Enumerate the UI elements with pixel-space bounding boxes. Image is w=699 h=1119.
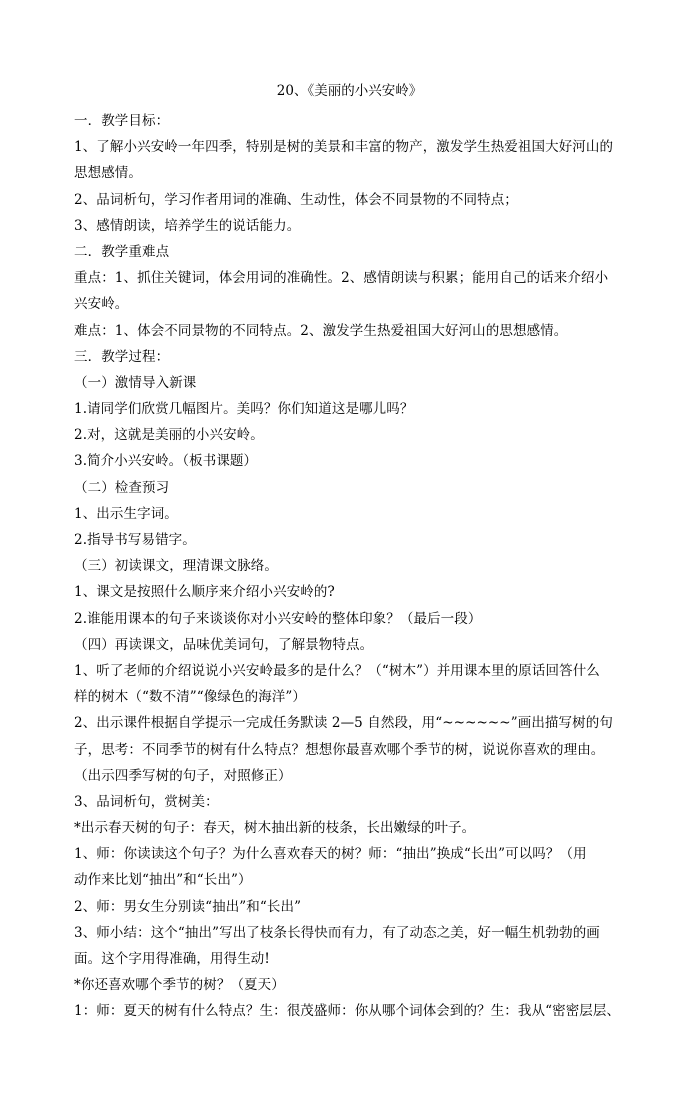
text-line: 3、师小结：这个“抽出”写出了枝条长得快而有力，有了动态之美，好一幅生机勃勃的画: [74, 924, 600, 941]
text-line: 1.请同学们欣赏几幅图片。美吗？你们知道这是哪儿吗？: [74, 401, 414, 418]
text-line: 1、出示生字词。: [74, 505, 178, 522]
text-line: 2.对，这就是美丽的小兴安岭。: [74, 427, 264, 444]
text-line: （一）激情导入新课: [74, 374, 197, 391]
text-line: （四）再读课文，品味优美词句，了解景物特点。: [74, 636, 374, 653]
text-line: 2、出示课件根据自学提示一完成任务默读 2—5 自然段，用“~~~~~~”画出描写树的句: [74, 715, 613, 732]
text-line: 三．教学过程：: [74, 348, 170, 365]
text-line: 3.简介小兴安岭。（板书课题）: [74, 453, 258, 470]
text-line: 动作来比划“抽出”和“长出”）: [74, 872, 252, 889]
text-line: （三）初读课文，理清课文脉络。: [74, 558, 278, 575]
text-line: *你还喜欢哪个季节的树？（夏天）: [74, 977, 285, 994]
text-line: 思想感情。: [74, 165, 142, 182]
text-line: 难点：1、体会不同景物的不同特点。2、激发学生热爱祖国大好河山的思想感情。: [74, 322, 568, 339]
text-line: 一．教学目标：: [74, 113, 170, 129]
text-line: 1、听了老师的介绍说说小兴安岭最多的是什么？（“树木”）并用课本里的原话回答什么: [74, 662, 600, 679]
text-line: 2.谁能用课本的句子来谈谈你对小兴安岭的整体印象？（最后一段）: [74, 610, 482, 627]
text-line: *出示春天树的句子：春天，树木抽出新的枝条，长出嫩绿的叶子。: [74, 820, 476, 837]
document-body: [74, 108, 634, 1025]
text-line: 兴安岭。: [74, 296, 129, 313]
text-line: 2、师：男女生分别读“抽出”和“长出”: [74, 898, 302, 915]
text-line: 重点：1、抓住关键词，体会用词的准确性。2、感情朗读与积累；能用自己的话来介绍小: [74, 270, 609, 287]
text-line: 面。这个字用得准确，用得生动!: [74, 951, 270, 967]
text-line: 3、感情朗读，培养学生的说话能力。: [74, 217, 301, 234]
text-line: 子，思考：不同季节的树有什么特点？想想你最喜欢哪个季节的树，说说你喜欢的理由。: [74, 741, 605, 758]
text-line: （出示四季写树的句子，对照修正）: [74, 767, 292, 784]
text-line: 2.指导书写易错字。: [74, 532, 196, 548]
text-line: 样的树木（“数不清”“像绿色的海洋”）: [74, 689, 307, 706]
text-line: 二．教学重难点: [74, 243, 170, 260]
text-line: 2、品词析句，学习作者用词的准确、生动性，体会不同景物的不同特点；: [74, 191, 518, 208]
text-line: 3、品词析句，赏树美：: [74, 793, 219, 810]
text-line: 1、师：你读读这个句子？为什么喜欢春天的树？师：“抽出”换成“长出”可以吗？（用: [74, 846, 587, 863]
text-line: （二）检查预习: [74, 479, 170, 496]
document-title: 20、《美丽的小兴安岭》: [276, 83, 423, 99]
text-line: 1、了解小兴安岭一年四季，特别是树的美景和丰富的物产，激发学生热爱祖国大好河山的: [74, 139, 614, 156]
text-line: 1：师：夏天的树有什么特点？生：很茂盛师：你从哪个词体会到的？生：我从“密密层层、: [74, 1003, 621, 1020]
text-line: 1、课文是按照什么顺序来介绍小兴安岭的?: [74, 584, 335, 601]
